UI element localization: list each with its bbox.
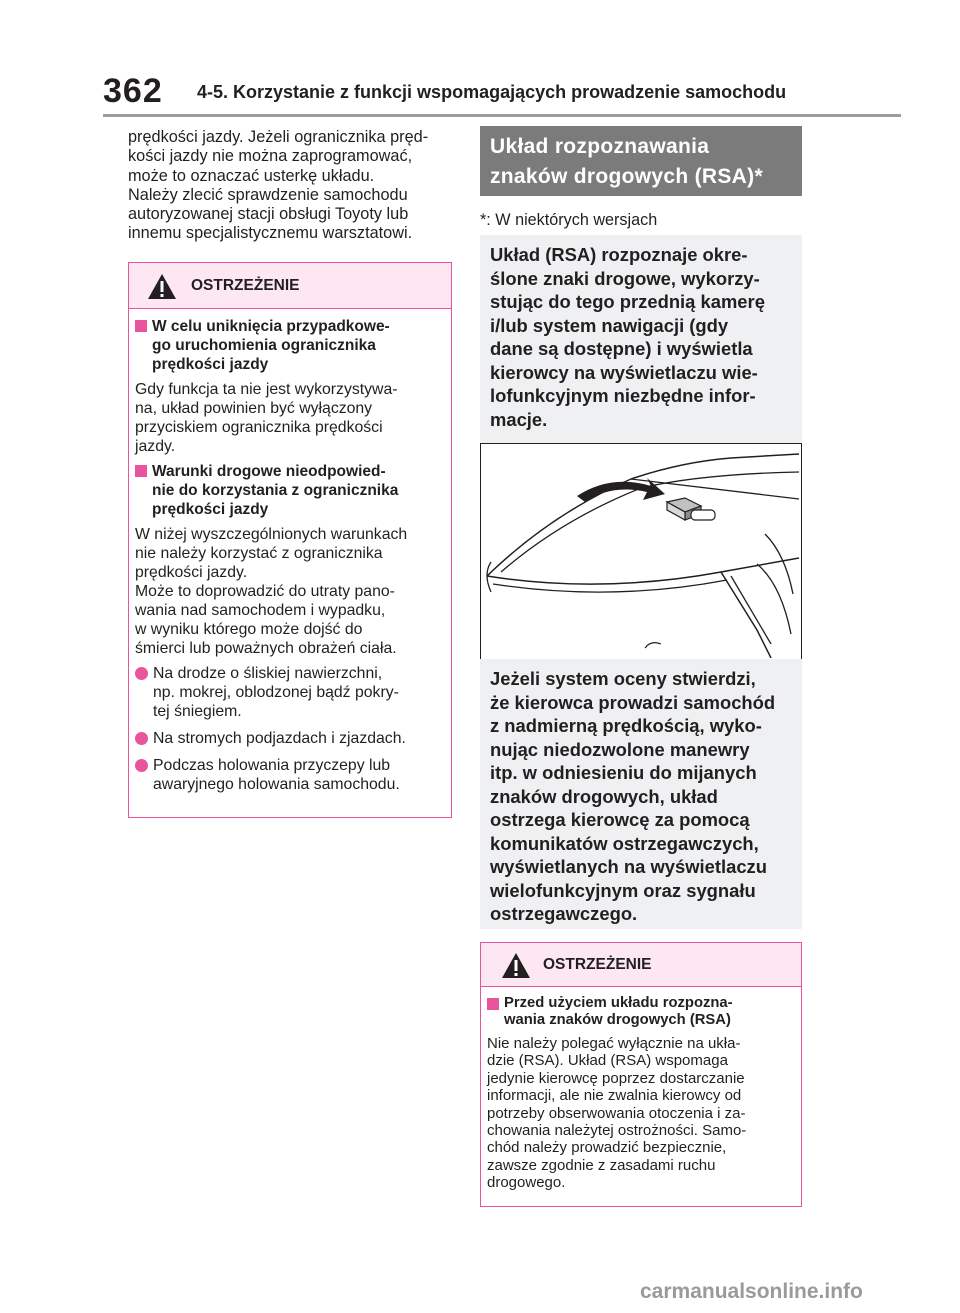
- text-line: dzie (RSA). Układ (RSA) wspomaga: [487, 1052, 728, 1070]
- text-line: wania nad samochodem i wypadku,: [135, 602, 386, 619]
- text-line: wyświetlanych na wyświetlaczu: [490, 856, 767, 877]
- text-line: nie należy korzystać z ogranicznika: [135, 545, 383, 562]
- warning-subheading: [135, 317, 445, 374]
- text-line: Podczas holowania przyczepy lub: [153, 757, 391, 774]
- list-item: [135, 756, 445, 794]
- square-bullet-icon: [135, 320, 147, 332]
- text-line: przyciskiem ogranicznika prędkości: [135, 419, 383, 436]
- section-title: [480, 126, 802, 196]
- warning-title: OSTRZEŻENIE: [543, 956, 652, 973]
- warning-triangle-icon: [501, 952, 531, 979]
- text-line: ślone znaki drogowe, wykorzy-: [490, 267, 760, 289]
- list-item: [135, 664, 445, 721]
- text-line: chód należy prowadzić bezpiecznie,: [487, 1139, 727, 1157]
- warning-header: [481, 943, 801, 987]
- text-line: Nie należy polegać wyłącznie na ukła-: [487, 1035, 741, 1052]
- page-number: 362: [103, 72, 163, 110]
- windshield-diagram: [481, 444, 800, 658]
- text-line: Na stromych podjazdach i zjazdach.: [153, 730, 406, 747]
- text-line: komunikatów ostrzegawczych,: [490, 832, 759, 854]
- text-line: że kierowca prowadzi samochód: [490, 691, 776, 713]
- text-line: jazdy.: [135, 438, 176, 455]
- text-line: informacji, ale nie zwalnia kierowcy od: [487, 1087, 742, 1105]
- title-line: Układ rozpoznawania: [490, 135, 710, 158]
- title-line: znaków drogowych (RSA)*: [490, 165, 763, 188]
- dot-bullet-icon: [135, 732, 148, 745]
- heading-line: prędkości jazdy: [152, 356, 269, 373]
- warning-header: [129, 263, 451, 309]
- text-line: wielofunkcyjnym oraz sygnału: [490, 879, 756, 901]
- text-line: np. mokrej, oblodzonej bądź pokry-: [153, 684, 399, 701]
- text-line: w wyniku którego może dojść do: [135, 621, 363, 638]
- text-line: awaryjnego holowania samochodu.: [153, 776, 400, 793]
- square-bullet-icon: [487, 998, 499, 1010]
- text-line: śmierci lub poważnych obrażeń ciała.: [135, 640, 397, 657]
- watermark: carmanualsonline.info: [640, 1280, 863, 1303]
- behavior-box: [480, 659, 802, 929]
- warning-subheading: [135, 462, 445, 519]
- front-camera-icon: [667, 498, 715, 520]
- dot-bullet-icon: [135, 667, 148, 680]
- warning-text: [135, 380, 445, 456]
- warning-subheading: [487, 995, 795, 1029]
- text-line: z nadmierną prędkością, wyko-: [490, 715, 762, 736]
- text-line: prędkości jazdy.: [135, 564, 248, 581]
- header-rule: [103, 114, 901, 117]
- text-line: macje.: [490, 408, 548, 430]
- text-line: itp. w odniesieniu do mijanych: [490, 762, 757, 783]
- text-line: dane są dostępne) i wyświetla: [490, 338, 753, 359]
- text-line: ostrzega kierowcę za pomocą: [490, 809, 750, 830]
- text-line: jedynie kierowcę poprzez dostarczanie: [487, 1069, 745, 1087]
- heading-line: go uruchomienia ogranicznika: [152, 337, 376, 354]
- text-line: znaków drogowych, układ: [490, 785, 718, 807]
- text-line: Może to doprowadzić do utraty pano-: [135, 583, 395, 600]
- text-line: i/lub system nawigacji (gdy: [490, 314, 729, 336]
- heading-line: nie do korzystania z ogranicznika: [152, 482, 399, 499]
- text-line: Gdy funkcja ta nie jest wykorzystywa-: [135, 381, 398, 398]
- warning-text: [487, 1035, 795, 1192]
- warning-triangle-icon: [147, 273, 177, 300]
- warning-text: [135, 525, 445, 658]
- text-line: Jeżeli system oceny stwierdzi,: [490, 668, 756, 689]
- text-line: stując do tego przednią kamerę: [490, 291, 765, 312]
- text-line: potrzeby obserwowania otoczenia i za-: [487, 1104, 746, 1122]
- intro-line: prędkości jazdy. Jeżeli ogranicznika pręd-: [128, 128, 429, 146]
- text-line: chowania należytej ostrożności. Samo-: [487, 1122, 747, 1140]
- text-line: lofunkcyjnym niezbędne infor-: [490, 385, 756, 406]
- heading-line: Przed użyciem układu rozpozna-: [504, 995, 733, 1011]
- warning-title: OSTRZEŻENIE: [191, 277, 300, 294]
- rsa-warning-box: [480, 942, 802, 1207]
- chapter-title: 4-5. Korzystanie z funkcji wspomagających prowadzenie samochodu: [197, 82, 787, 102]
- text-line: Na drodze o śliskiej nawierzchni,: [153, 665, 383, 682]
- text-line: W niżej wyszczególnionych warunkach: [135, 526, 408, 543]
- square-bullet-icon: [135, 465, 147, 477]
- intro-line: innemu specjalistycznemu warsztatowi.: [128, 224, 413, 243]
- intro-line: kości jazdy nie można zaprogramować,: [128, 147, 413, 166]
- intro-line: może to oznaczać usterkę układu.: [128, 166, 375, 185]
- text-line: zawsze zgodnie z zasadami ruchu: [487, 1156, 716, 1174]
- heading-line: Warunki drogowe nieodpowied-: [152, 463, 386, 480]
- speed-limiter-warning-box: [128, 262, 452, 818]
- intro-line: autoryzowanej stacji obsługi Toyoty lub: [128, 205, 409, 224]
- text-line: ostrzegawczego.: [490, 903, 638, 924]
- heading-line: W celu uniknięcia przypadkowe-: [152, 318, 390, 335]
- text-line: tej śniegiem.: [153, 703, 242, 720]
- description-box: [480, 235, 802, 443]
- windshield-camera-illustration: [480, 443, 802, 660]
- text-line: drogowego.: [487, 1174, 566, 1192]
- dot-bullet-icon: [135, 759, 148, 772]
- text-line: Układ (RSA) rozpoznaje okre-: [490, 244, 748, 265]
- list-item: [135, 729, 445, 748]
- heading-line: wania znaków drogowych (RSA): [504, 1012, 731, 1028]
- intro-line: Należy zlecić sprawdzenie samochodu: [128, 185, 408, 204]
- text-line: nując niedozwolone manewry: [490, 738, 750, 760]
- text-line: na, układ powinien być wyłączony: [135, 400, 373, 417]
- intro-paragraph: [128, 128, 452, 244]
- text-line: kierowcy na wyświetlaczu wie-: [490, 361, 758, 383]
- footnote: *: W niektórych wersjach: [480, 211, 658, 229]
- heading-line: prędkości jazdy: [152, 501, 269, 518]
- page-header: [103, 72, 901, 116]
